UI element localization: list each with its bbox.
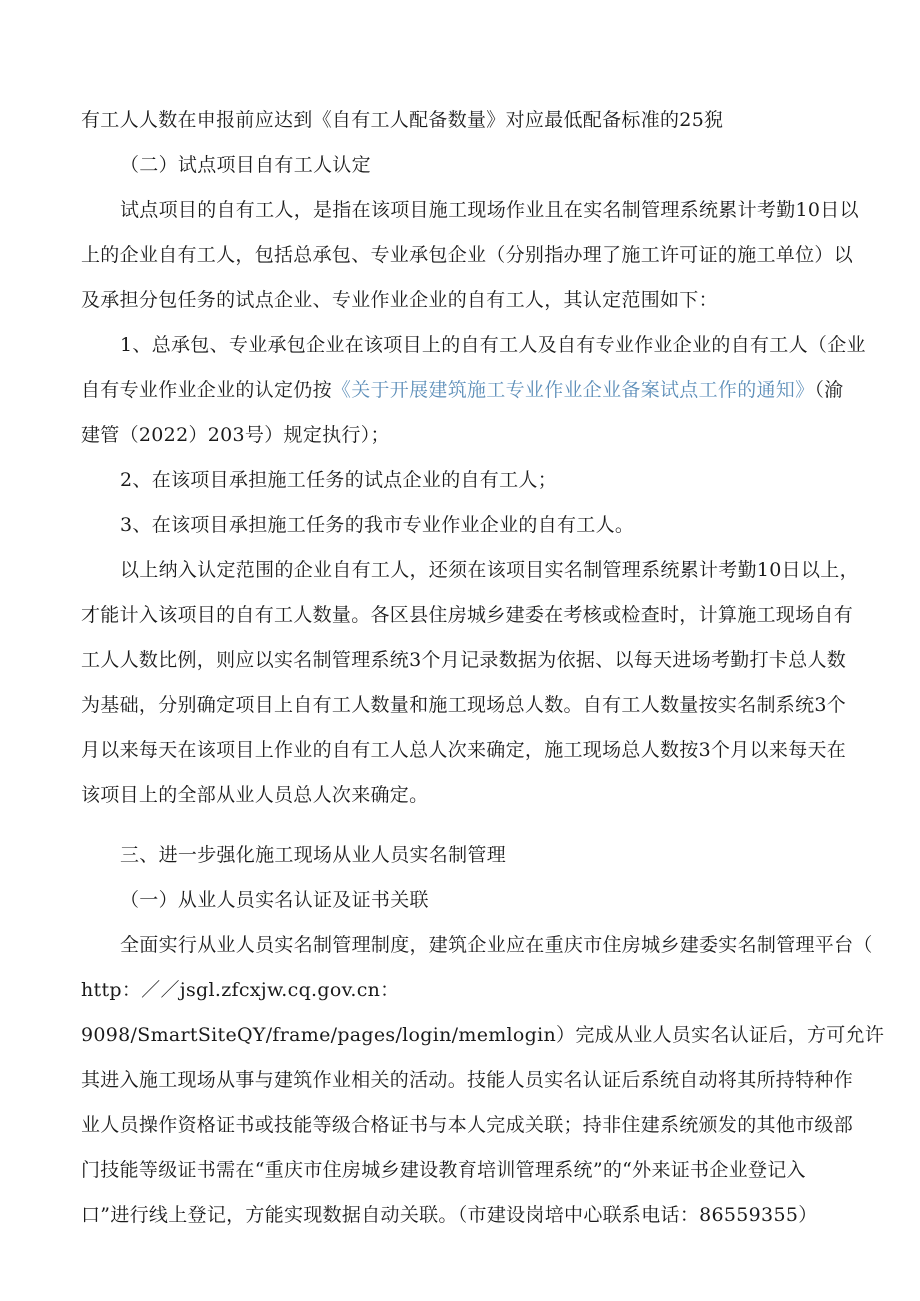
paragraph-line: 口”进行线上登记，方能实现数据自动关联。（市建设岗培中心联系电话：86559355） — [81, 1204, 818, 1226]
list-item-2: 2、在该项目承担施工任务的试点企业的自有工人； — [120, 469, 557, 491]
section-heading-2: （一）从业人员实名认证及证书关联 — [120, 889, 429, 911]
paragraph-line: 业人员操作资格证书或技能等级合格证书与本人完成关联；持非住建系统颁发的其他市级部 — [81, 1114, 854, 1136]
paragraph-line: 工人人数比例，则应以实名制管理系统3个月记录数据为依据、以每天进场考勤打卡总人数 — [81, 649, 847, 671]
paragraph-line-with-link — [0, 375, 920, 405]
paragraph-line: 有工人人数在申报前应达到《自有工人配备数量》对应最低配备标准的25猊 — [81, 109, 724, 131]
line-text-before-link: 自有专业作业企业的认定仍按 — [81, 379, 332, 401]
notice-link[interactable]: 《关于开展建筑施工专业作业企业备案试点工作的通知》 — [331, 379, 815, 401]
paragraph-line: 以上纳入认定范围的企业自有工人，还须在该项目实名制管理系统累计考勤10日以上， — [120, 559, 859, 581]
paragraph-line: 上的企业自有工人，包括总承包、专业承包企业（分别指办理了施工许可证的施工单位）以 — [81, 244, 854, 266]
paragraph-line-url: http：／／jsgl.zfcxjw.cq.gov.cn： — [81, 979, 400, 1001]
paragraph-line: 及承担分包任务的试点企业、专业作业企业的自有工人，其认定范围如下： — [81, 289, 718, 311]
list-item-1: 1、总承包、专业承包企业在该项目上的自有工人及自有专业作业企业的自有工人（企业 — [120, 334, 866, 356]
line-text-after-link: （渝 — [814, 379, 844, 401]
paragraph-line: 试点项目的自有工人，是指在该项目施工现场作业且在实名制管理系统累计考勤10日以 — [120, 199, 859, 221]
section-heading-1: 三、进一步强化施工现场从业人员实名制管理 — [120, 844, 507, 866]
paragraph-line: 该项目上的全部从业人员总人次来确定。 — [81, 784, 429, 806]
paragraph-line: 全面实行从业人员实名制管理制度，建筑企业应在重庆市住房城乡建委实名制管理平台（ — [120, 934, 873, 956]
paragraph-line: 建管（2022）203号）规定执行）； — [81, 424, 390, 446]
paragraph-line: 为基础，分别确定项目上自有工人数量和施工现场总人数。自有工人数量按实名制系统3个 — [81, 694, 847, 716]
paragraph-line: 才能计入该项目的自有工人数量。各区县住房城乡建委在考核或检查时，计算施工现场自有 — [81, 604, 854, 626]
paragraph-line: 月以来每天在该项目上作业的自有工人总人次来确定，施工现场总人数按3个月以来每天在 — [81, 739, 847, 761]
list-item-3: 3、在该项目承担施工任务的我市专业作业企业的自有工人。 — [120, 514, 635, 536]
paragraph-line: 其进入施工现场从事与建筑作业相关的活动。技能人员实名认证后系统自动将其所持特种作 — [81, 1069, 854, 1091]
section-heading-2: （二）试点项目自有工人认定 — [120, 154, 371, 176]
paragraph-line-url: 9098/SmartSiteQY/frame/pages/login/memlogin）完成从业人员实名认证后，方可允许 — [81, 1024, 885, 1046]
paragraph-line: 门技能等级证书需在“重庆市住房城乡建设教育培训管理系统”的“外来证书企业登记入 — [81, 1159, 806, 1181]
